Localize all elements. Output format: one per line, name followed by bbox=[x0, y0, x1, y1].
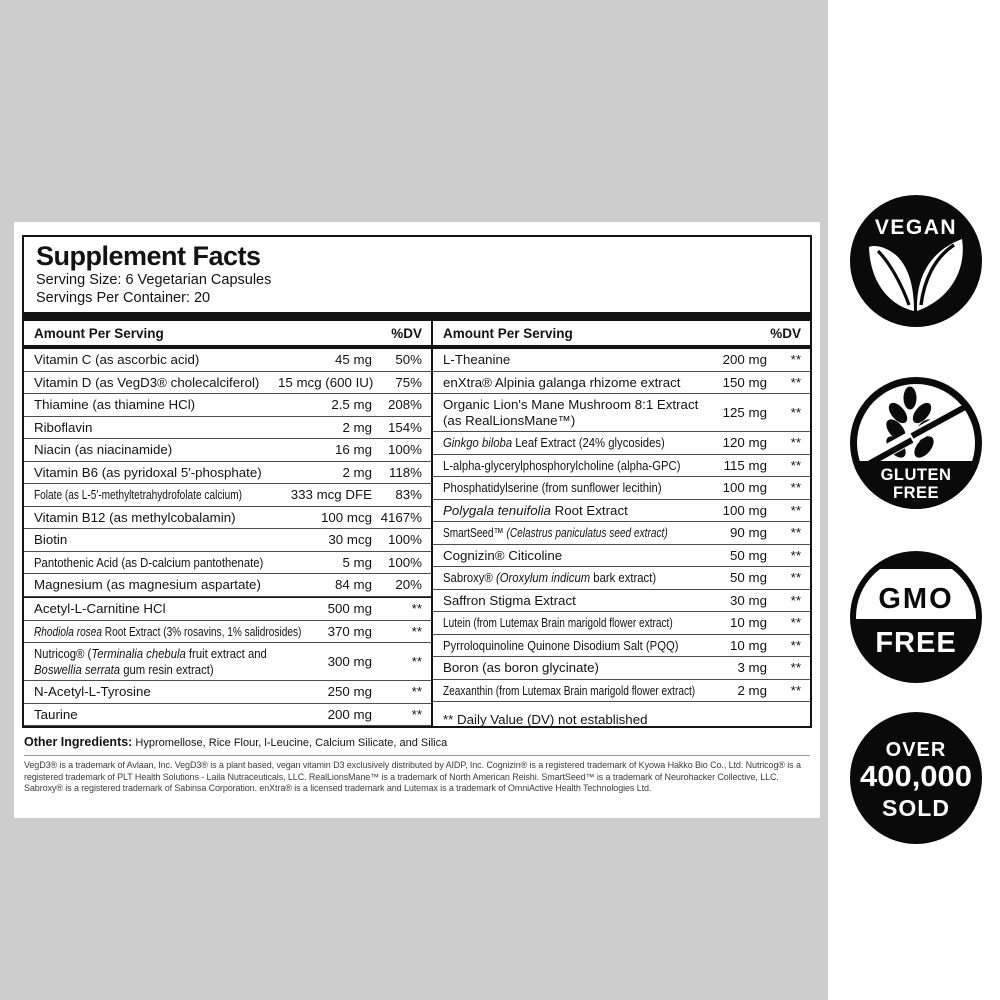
ingredient-name: Taurine bbox=[34, 706, 78, 722]
ingredient-dv: ** bbox=[411, 623, 422, 639]
fine-print-divider bbox=[24, 755, 810, 756]
facts-columns bbox=[24, 321, 810, 726]
ingredient-name: SmartSeed™ (Celastrus paniculatus seed extract) bbox=[443, 525, 668, 540]
ingredient-amount: 10 mg bbox=[730, 637, 767, 653]
ingredient-name: Polygala tenuifolia Root Extract bbox=[443, 502, 628, 518]
ingredient-name: L-alpha-glycerylphosphorylcholine (alpha-GPC) bbox=[443, 457, 681, 473]
units-sold-badge bbox=[850, 712, 982, 844]
supplement-row bbox=[24, 417, 431, 440]
supplement-facts-title: Supplement Facts bbox=[36, 241, 261, 271]
ingredient-name: Riboflavin bbox=[34, 419, 93, 435]
supplement-row bbox=[433, 394, 810, 432]
gmo-line1: GMO bbox=[878, 583, 954, 615]
title-block bbox=[24, 237, 810, 312]
gmo-free-badge bbox=[850, 551, 982, 683]
ingredient-dv: 83% bbox=[395, 487, 422, 502]
ingredient-dv: ** bbox=[790, 660, 801, 675]
gluten-free-line1: GLUTEN bbox=[880, 466, 952, 484]
wheat-icon bbox=[850, 377, 982, 509]
ingredient-name: N-Acetyl-L-Tyrosine bbox=[34, 684, 151, 699]
ingredient-dv: 100% bbox=[387, 532, 422, 547]
ingredient-dv: ** bbox=[411, 684, 422, 699]
gmo-line2: FREE bbox=[875, 627, 957, 659]
ingredient-amount: 2 mg bbox=[737, 682, 767, 698]
amount-per-serving-label: Amount Per Serving bbox=[34, 326, 164, 341]
ingredient-amount: 200 mg bbox=[722, 352, 767, 367]
ingredient-dv: 100% bbox=[387, 442, 422, 457]
supplement-row bbox=[24, 598, 431, 621]
ingredient-name: Biotin bbox=[34, 532, 68, 547]
ingredient-name: Thiamine (as thiamine HCl) bbox=[34, 397, 196, 412]
ingredient-dv: ** bbox=[790, 502, 801, 518]
supplement-row bbox=[24, 372, 431, 395]
ingredient-dv: 208% bbox=[387, 397, 422, 412]
sold-line2: 400,000 bbox=[860, 761, 972, 793]
ingredient-dv: 118% bbox=[388, 464, 422, 480]
ingredient-name: Acetyl-L-Carnitine HCl bbox=[34, 601, 166, 616]
serving-size: Serving Size: 6 Vegetarian Capsules bbox=[36, 272, 272, 288]
other-ingredients bbox=[24, 735, 810, 749]
gluten-free-badge bbox=[850, 377, 982, 509]
column-header-right bbox=[433, 321, 810, 349]
ingredient-dv: ** bbox=[790, 352, 801, 367]
ingredient-name: Boron (as boron glycinate) bbox=[443, 660, 599, 675]
ingredient-amount: 250 mg bbox=[327, 684, 372, 699]
ingredient-dv: 4167% bbox=[380, 509, 422, 525]
trademark-disclaimer: VegD3® is a trademark of Avlaan, Inc. VegD3® is a plant based, vegan vitamin D3 exclusively distributed by AIDP, Inc. Cognizin® is a registered trademark of Kyowa Hakko Bio Co., Ltd. Nutricog® is a registered trademark of PLT Health Solutions - Laila Nutraceuticals, LLC. RealLionsMane™ is a trademark of North American Reishi. SmartSeed™ is a trademark of Neurohacker Collective, LLC. Sabroxy® is a registered trademark of Sabinsa Corporation. enXtra® is a licensed trademark and Lutemax is a trademark of OmniActive Health Technologies Ltd. bbox=[24, 760, 801, 794]
supplement-row bbox=[24, 394, 431, 417]
ingredient-amount: 125 mg bbox=[722, 404, 767, 420]
ingredient-dv: ** bbox=[411, 706, 422, 722]
ingredient-amount: 5 mg bbox=[342, 554, 372, 570]
ingredient-name: Ginkgo biloba Leaf Extract (24% glycosides) bbox=[443, 435, 665, 450]
servings-per-container: Servings Per Container: 20 bbox=[36, 289, 211, 306]
ingredient-amount: 150 mg bbox=[722, 374, 767, 390]
supplement-row bbox=[433, 432, 810, 455]
ingredient-name: Phosphatidylserine (from sunflower lecithin) bbox=[443, 480, 662, 495]
supplement-row bbox=[433, 545, 810, 568]
ingredient-dv: ** bbox=[790, 615, 801, 630]
ingredient-amount: 50 mg bbox=[730, 570, 767, 585]
ingredient-name: L-Theanine bbox=[443, 352, 511, 367]
supplement-row bbox=[24, 574, 431, 597]
supplement-row bbox=[24, 439, 431, 462]
ingredient-amount: 10 mg bbox=[730, 615, 767, 630]
ingredient-amount: 100 mg bbox=[722, 502, 767, 518]
sold-line3: SOLD bbox=[882, 795, 950, 821]
ingredient-name: Sabroxy® (Oroxylum indicum bark extract) bbox=[443, 570, 657, 585]
dv-label: %DV bbox=[391, 326, 422, 341]
ingredient-name: Rhodiola rosea Root Extract (3% rosavins, 1% salidrosides) bbox=[34, 623, 302, 639]
ingredient-amount: 100 mcg bbox=[321, 509, 372, 525]
ingredient-name: Vitamin B6 (as pyridoxal 5′-phosphate) bbox=[34, 464, 262, 480]
ingredient-name: Niacin (as niacinamide) bbox=[34, 442, 173, 457]
ingredient-name: Folate (as L-5′-methyltetrahydrofolate calcium) bbox=[34, 487, 243, 502]
ingredient-dv: ** bbox=[790, 570, 801, 585]
nootropic-rows-right bbox=[433, 349, 810, 702]
amount-per-serving-label: Amount Per Serving bbox=[443, 326, 573, 341]
ingredient-dv: ** bbox=[790, 480, 801, 495]
ingredient-name: Zeaxanthin (from Lutemax Brain marigold flower extract) bbox=[443, 682, 696, 698]
ingredient-amount: 2 mg bbox=[342, 464, 372, 480]
supplement-row bbox=[433, 680, 810, 703]
ingredient-name: Nutricog® (Terminalia chebula fruit extract and Boswellia serrata gum resin extract) bbox=[34, 646, 267, 677]
other-ingredients-text: Hypromellose, Rice Flour, l-Leucine, Calcium Silicate, and Silica bbox=[135, 737, 448, 749]
column-header-left bbox=[24, 321, 431, 349]
ingredient-name: enXtra® Alpinia galanga rhizome extract bbox=[443, 374, 681, 390]
vegan-badge bbox=[850, 195, 982, 327]
facts-column-left bbox=[24, 321, 433, 726]
supplement-facts-box bbox=[22, 235, 812, 728]
ingredient-name: Vitamin C (as ascorbic acid) bbox=[34, 352, 200, 367]
gmo-free-icon bbox=[850, 551, 982, 683]
ingredient-dv: 75% bbox=[395, 374, 422, 390]
vegan-leaves-icon bbox=[850, 195, 982, 327]
supplement-row bbox=[24, 704, 431, 727]
ingredient-name: Lutein (from Lutemax Brain marigold flower extract) bbox=[443, 615, 673, 630]
ingredient-dv: ** bbox=[790, 404, 801, 420]
supplement-row bbox=[433, 590, 810, 613]
supplement-row bbox=[24, 462, 431, 485]
supplement-row bbox=[24, 507, 431, 530]
ingredient-dv: ** bbox=[790, 592, 801, 608]
ingredient-dv: 50% bbox=[395, 352, 422, 367]
ingredient-amount: 50 mg bbox=[730, 547, 767, 563]
ingredient-dv: ** bbox=[790, 374, 801, 390]
section-bar bbox=[24, 312, 810, 321]
ingredient-amount: 370 mg bbox=[327, 623, 372, 639]
ingredient-amount: 115 mg bbox=[723, 457, 767, 473]
ingredient-amount: 333 mcg DFE bbox=[290, 487, 372, 502]
ingredient-name: Vitamin D (as VegD3® cholecalciferol) bbox=[34, 374, 260, 390]
ingredient-amount: 500 mg bbox=[327, 601, 372, 616]
ingredient-amount: 300 mg bbox=[327, 653, 372, 669]
facts-column-right bbox=[433, 321, 810, 726]
ingredient-amount: 16 mg bbox=[335, 442, 372, 457]
supplement-facts-panel bbox=[14, 222, 820, 818]
ingredient-dv: 154% bbox=[387, 419, 422, 435]
supplement-row bbox=[24, 484, 431, 507]
ingredient-dv: ** bbox=[411, 601, 422, 616]
ingredient-name: Vitamin B12 (as methylcobalamin) bbox=[34, 509, 236, 525]
supplement-row bbox=[24, 349, 431, 372]
ingredient-amount: 84 mg bbox=[335, 577, 372, 592]
ingredient-name: Pyrroloquinoline Quinone Disodium Salt (PQQ) bbox=[443, 637, 679, 653]
ingredient-dv: ** bbox=[790, 457, 801, 473]
units-sold-icon bbox=[850, 712, 982, 844]
ingredient-amount: 15 mcg (600 IU) bbox=[278, 374, 374, 390]
ingredient-dv: ** bbox=[790, 637, 801, 653]
ingredient-dv: ** bbox=[790, 525, 801, 540]
ingredient-dv: ** bbox=[790, 435, 801, 450]
supplement-row bbox=[433, 349, 810, 372]
ingredient-name: Saffron Stigma Extract bbox=[443, 592, 576, 608]
ingredient-amount: 120 mg bbox=[722, 435, 767, 450]
ingredient-name: Pantothenic Acid (as D-calcium pantothenate) bbox=[34, 554, 264, 570]
supplement-row bbox=[24, 621, 431, 644]
ingredient-amount: 45 mg bbox=[335, 352, 372, 367]
gluten-free-line2: FREE bbox=[892, 484, 940, 502]
ingredient-name: Organic Lion's Mane Mushroom 8:1 Extract (as RealLionsMane™) bbox=[443, 397, 699, 428]
ingredient-dv: ** bbox=[411, 653, 422, 669]
ingredient-amount: 30 mcg bbox=[328, 532, 372, 547]
daily-value-footnote: ** Daily Value (DV) not established bbox=[443, 712, 648, 727]
supplement-row bbox=[433, 500, 810, 523]
supplement-row bbox=[24, 681, 431, 704]
supplement-row bbox=[433, 477, 810, 500]
ingredient-dv: 20% bbox=[395, 577, 422, 592]
sold-line1: OVER bbox=[885, 739, 947, 761]
ingredient-amount: 30 mg bbox=[730, 592, 767, 608]
ingredient-dv: 100% bbox=[387, 554, 422, 570]
supplement-row bbox=[433, 455, 810, 478]
supplement-row bbox=[433, 635, 810, 658]
supplement-row bbox=[433, 567, 810, 590]
supplement-row bbox=[433, 657, 810, 680]
supplement-row bbox=[433, 522, 810, 545]
dv-label: %DV bbox=[770, 326, 801, 341]
ingredient-amount: 2.5 mg bbox=[331, 397, 372, 412]
ingredient-name: Magnesium (as magnesium aspartate) bbox=[34, 577, 261, 592]
ingredient-amount: 100 mg bbox=[722, 480, 767, 495]
vitamin-rows bbox=[24, 349, 431, 597]
ingredient-name: Cognizin® Citicoline bbox=[443, 547, 563, 563]
supplement-row bbox=[24, 552, 431, 575]
ingredient-dv: ** bbox=[790, 547, 801, 563]
vegan-label: VEGAN bbox=[874, 216, 958, 239]
ingredient-amount: 200 mg bbox=[327, 706, 372, 722]
ingredient-amount: 90 mg bbox=[730, 525, 767, 540]
ingredient-amount: 2 mg bbox=[342, 419, 372, 435]
ingredient-amount: 3 mg bbox=[737, 660, 767, 675]
other-ingredients-label: Other Ingredients: bbox=[24, 735, 133, 749]
supplement-row bbox=[24, 643, 431, 681]
supplement-row bbox=[433, 372, 810, 395]
ingredient-dv: ** bbox=[790, 682, 801, 698]
supplement-row bbox=[24, 529, 431, 552]
nootropic-rows-left bbox=[24, 598, 431, 726]
supplement-row bbox=[433, 612, 810, 635]
